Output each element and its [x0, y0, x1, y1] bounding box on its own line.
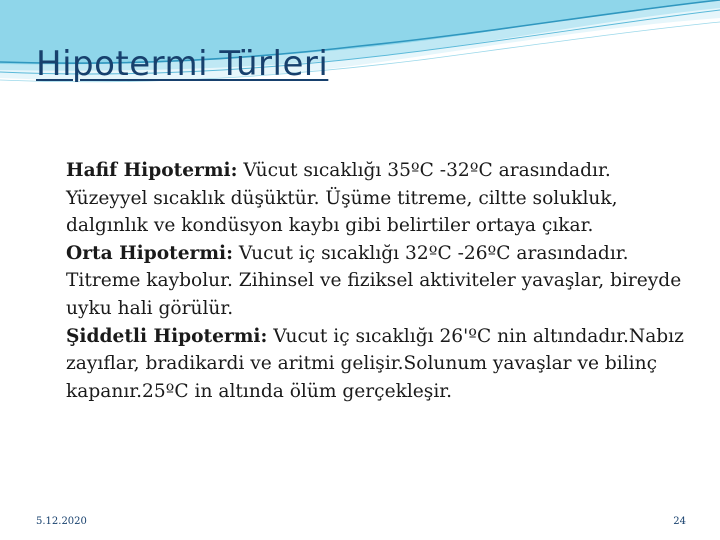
term-label: Hafif Hipotermi:	[66, 160, 238, 181]
term-description: Vücut sıcaklığı 35ºC -32ºC arasındadır. Yüzeyyel sıcaklık düşüktür. Üşüme titreme, ciltte solukluk, dalgınlık ve kondüsyon kaybı gibi belirtiler ortaya çıkar.	[66, 160, 618, 237]
term-label: Şiddetli Hipotermi:	[66, 325, 268, 347]
term-description: Vucut iç sıcaklığı 32ºC -26ºC arasındadır. Titreme kaybolur. Zihinsel ve fiziksel aktiviteler yavaşlar, bireyde uyku hali görülür.	[66, 242, 682, 319]
footer-date: 5.12.2020	[36, 516, 87, 527]
page-number: 24	[673, 516, 686, 527]
slide-body	[66, 157, 696, 405]
term-description: Vucut iç sıcaklığı 26'ºC nin altındadır.Nabız zayıflar, bradikardi ve aritmi gelişir.Solunum yavaşlar ve bilinç kapanır.25ºC in altında ölüm gerçekleşir.	[66, 325, 684, 402]
paragraph-mild-hypothermia	[66, 157, 696, 240]
paragraph-moderate-hypothermia	[66, 240, 696, 323]
term-label: Orta Hipotermi:	[66, 242, 233, 264]
slide-title: Hipotermi Türleri	[36, 44, 329, 84]
paragraph-severe-hypothermia	[66, 323, 696, 406]
